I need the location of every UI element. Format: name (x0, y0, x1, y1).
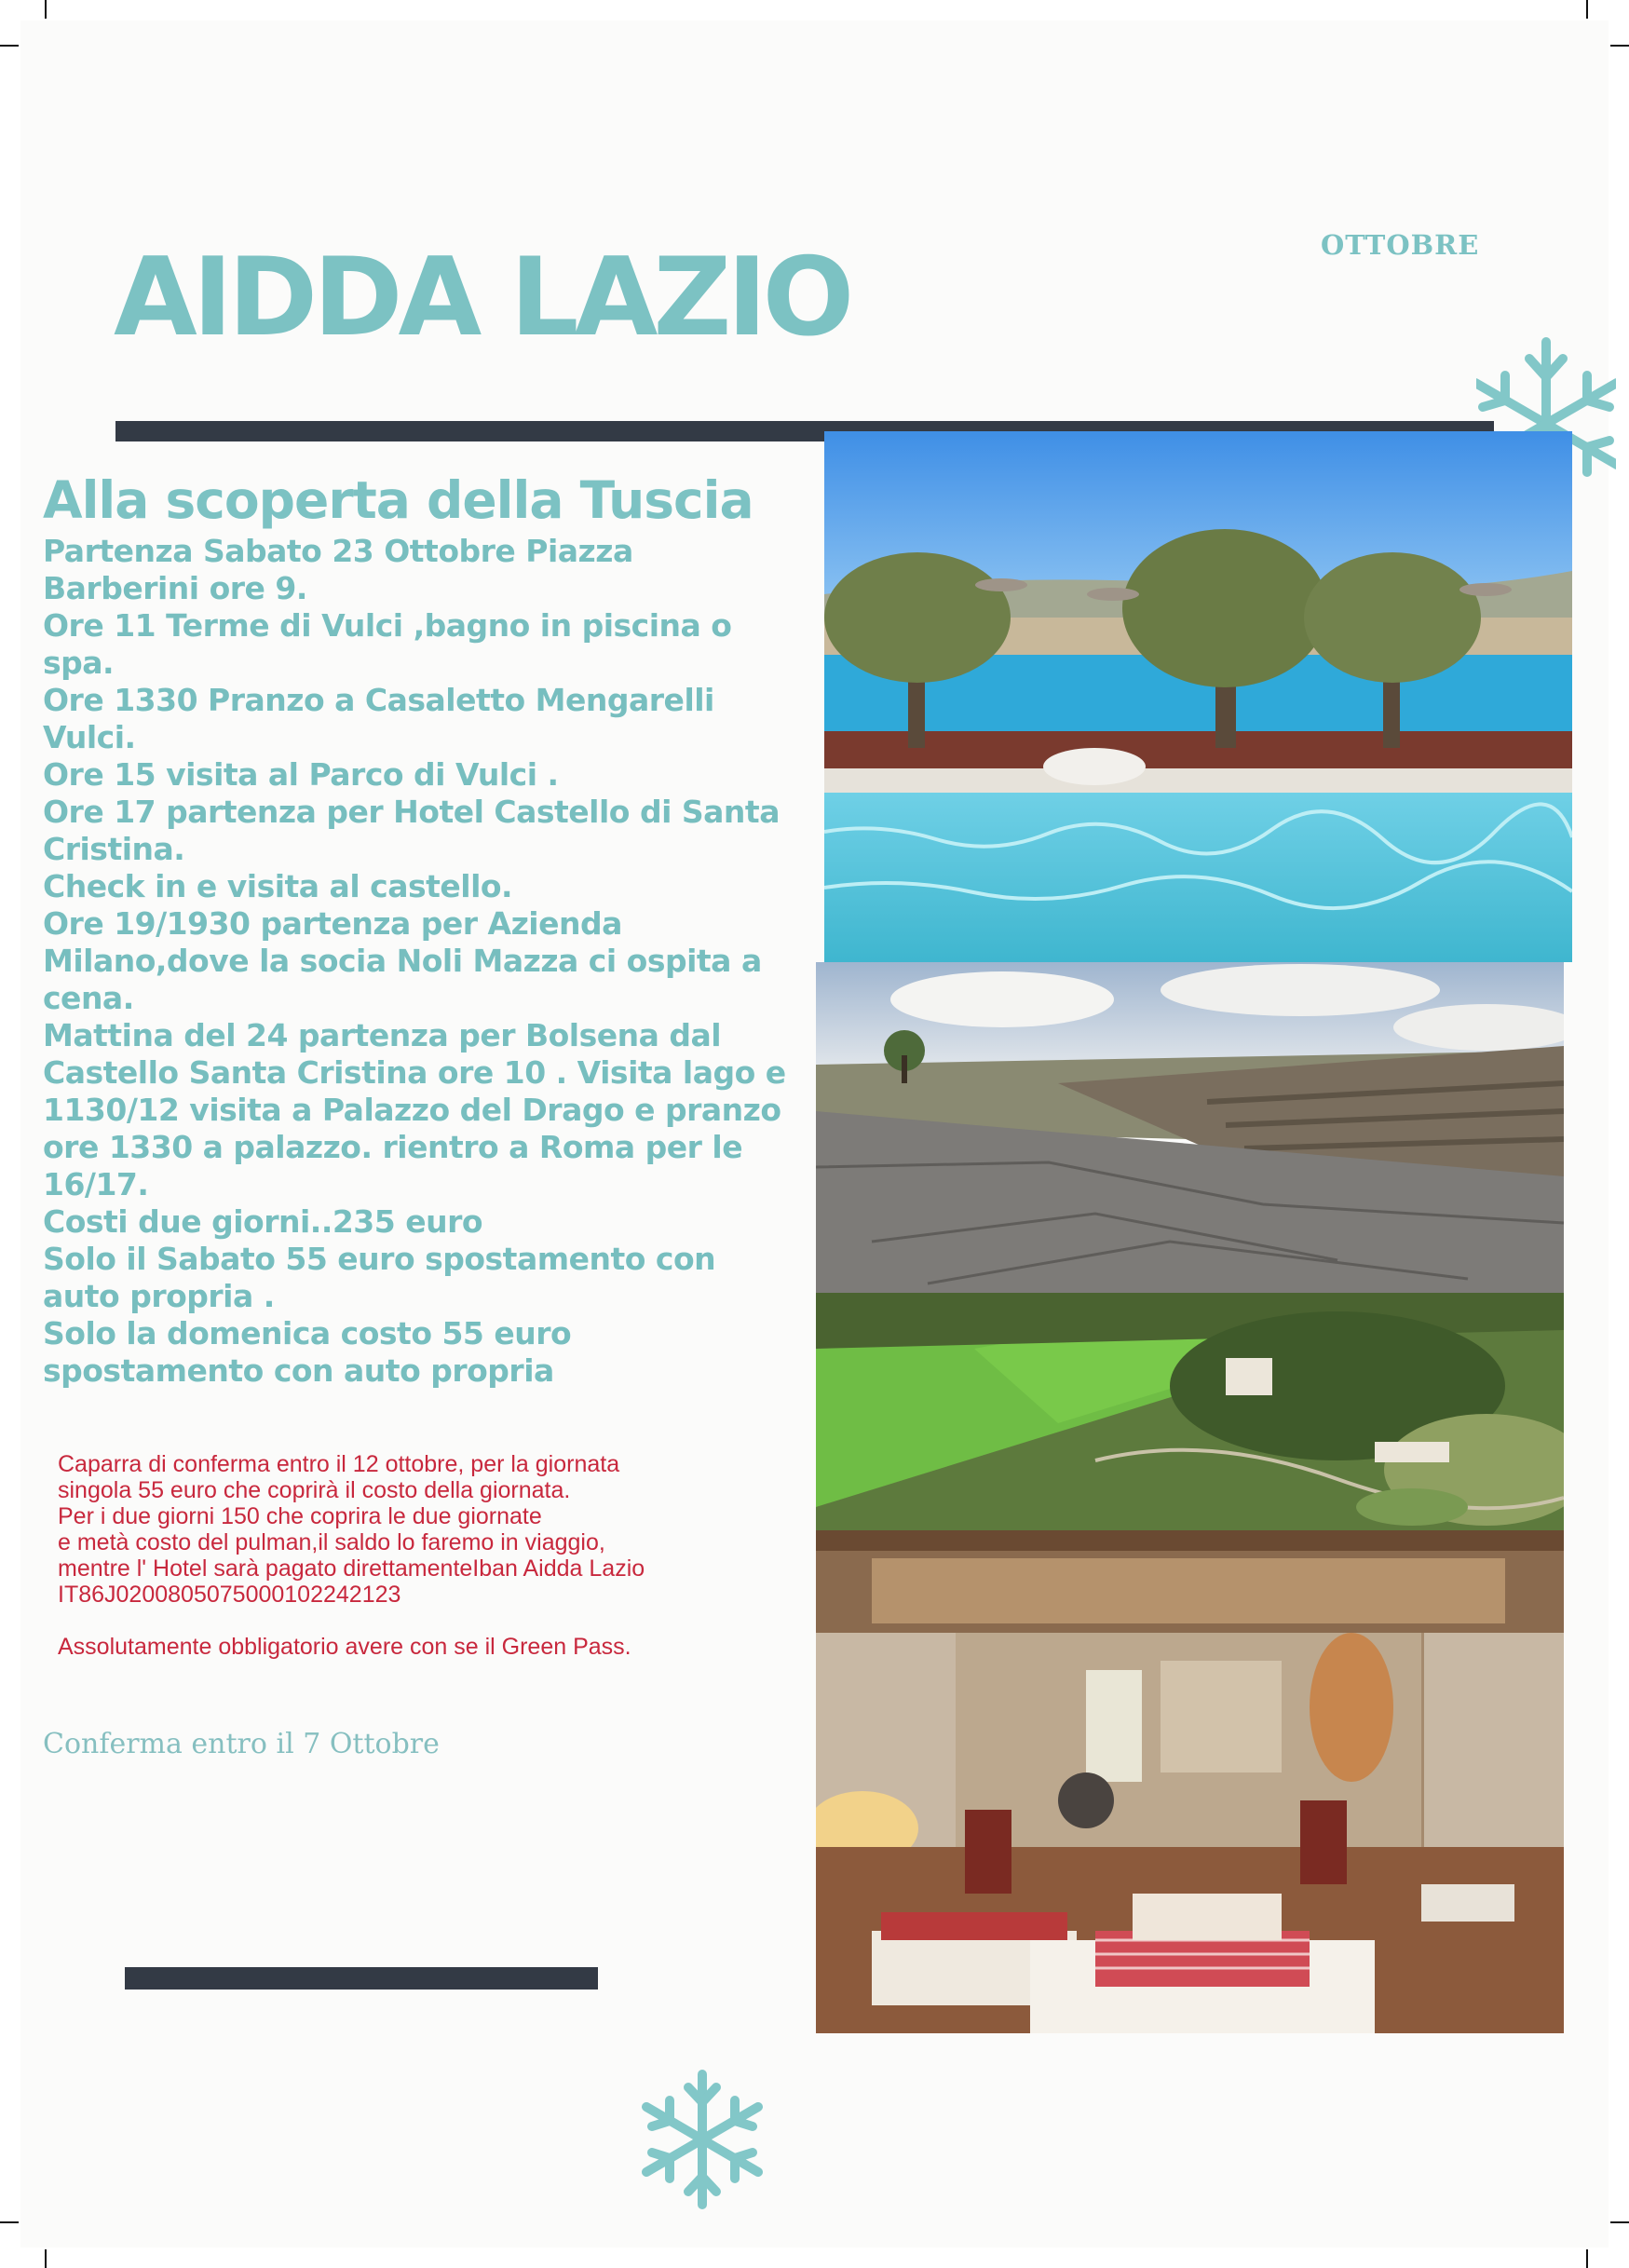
note-line: mentre l' Hotel sarà pagato direttamenteIban Aidda Lazio (58, 1555, 645, 1582)
note-line: Per i due giorni 150 che coprira le due giornate (58, 1503, 542, 1529)
iban-line: IT86J0200805075000102242123 (58, 1582, 401, 1608)
crop-mark (1586, 0, 1588, 19)
photo-thermal-pool (824, 431, 1572, 962)
program-line: Partenza Sabato 23 Ottobre Piazza Barberini ore 9. (43, 533, 633, 606)
payment-notes (58, 1451, 766, 1660)
photo-azienda-aerial (816, 1293, 1564, 1530)
photo-vulci-ruins (816, 962, 1564, 1293)
program-line: Ore 1330 Pranzo a Casaletto Mengarelli Vulci. (43, 682, 714, 755)
program-text (43, 533, 797, 1390)
crop-mark (0, 45, 19, 47)
snowflake-icon (637, 2070, 767, 2209)
program-line: Ore 11 Terme di Vulci ,bagno in piscina o spa. (43, 607, 732, 681)
crop-mark (0, 2221, 19, 2223)
crop-mark (45, 2249, 47, 2268)
program-line: Mattina del 24 partenza per Bolsena dal Castello Santa Cristina ore 10 . Visita lago e 1130/12 visita a Palazzo del Drago e pranzo ore 1330 a palazzo. rientro a Roma per le 16/17. (43, 1017, 786, 1202)
bottom-divider-bar (125, 1967, 598, 1990)
subtitle: Alla scoperta della Tuscia (43, 470, 753, 530)
crop-mark (45, 0, 47, 19)
price-line: Costi due giorni..235 euro (43, 1203, 483, 1240)
program-line: Ore 15 visita al Parco di Vulci . (43, 756, 559, 793)
crop-mark (1610, 2221, 1629, 2223)
program-line: Solo la domenica costo 55 euro spostamento con auto propria (43, 1315, 572, 1389)
green-pass-note: Assolutamente obbligatorio avere con se il Green Pass. (58, 1634, 631, 1660)
page-title: AIDDA LAZIO (114, 235, 850, 360)
note-line: singola 55 euro che coprirà il costo della giornata. (58, 1477, 571, 1503)
note-line: Caparra di conferma entro il 12 ottobre, per la giornata (58, 1451, 620, 1477)
program-line: Check in e visita al castello. (43, 868, 513, 904)
month-label: OTTOBRE (1321, 229, 1480, 261)
crop-mark (1586, 2249, 1588, 2268)
program-line: Ore 19/1930 partenza per Azienda Milano,dove la socia Noli Mazza ci ospita a cena. (43, 905, 762, 1016)
confirm-deadline: Conferma entro il 7 Ottobre (43, 1728, 440, 1760)
program-line: Ore 17 partenza per Hotel Castello di Santa Cristina. (43, 794, 780, 867)
program-line: Solo il Sabato 55 euro spostamento con auto propria . (43, 1241, 716, 1314)
crop-mark (1610, 45, 1629, 47)
photo-palazzo-salon (816, 1530, 1564, 2033)
note-line: e metà costo del pulman,il saldo lo faremo in viaggio, (58, 1529, 605, 1555)
